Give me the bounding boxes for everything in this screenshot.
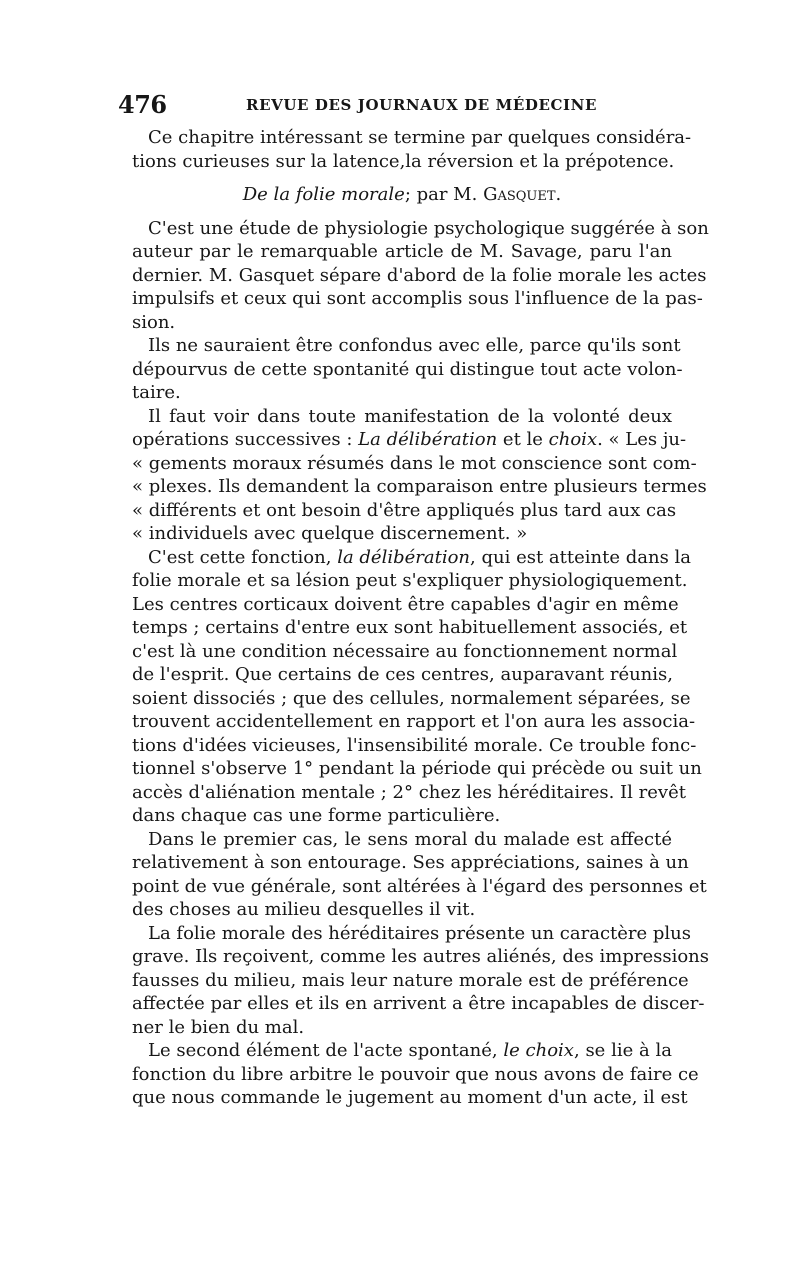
- section-title-rest: ; par M.: [404, 184, 484, 205]
- text-run: et le: [497, 429, 549, 450]
- text-line: taire.: [132, 382, 181, 403]
- italic-run: le choix: [503, 1040, 574, 1061]
- italic-run: la délibération: [337, 546, 471, 568]
- text-line: Les centres corticaux doivent être capables d'agir en même: [132, 593, 679, 615]
- section-author: Gasquet: [483, 184, 556, 205]
- text-line: dépourvus de cette spontanité qui distingue tout acte volon-: [132, 358, 683, 380]
- text-line: point de vue générale, sont altérées à l'égard des personnes et: [132, 875, 707, 897]
- text-line: temps ; certains d'entre eux sont habituellement associés, et: [132, 617, 688, 638]
- text-line: relativement à son entourage. Ses appréciations, saines à un: [132, 852, 689, 873]
- paragraph-2: [132, 334, 683, 405]
- text-line: accès d'aliénation mentale ; 2° chez les héréditaires. Il revêt: [132, 781, 686, 803]
- text-line: tionnel s'observe 1° pendant la période qui précède ou suit un: [132, 758, 702, 779]
- section-title-italic: De la folie morale: [242, 184, 405, 205]
- text-run: opérations successives :: [132, 429, 359, 450]
- italic-run: choix: [548, 429, 598, 450]
- text-line: La folie morale des héréditaires présente un caractère plus: [148, 922, 691, 944]
- text-line: dernier. M. Gasquet sépare d'abord de la folie morale les actes: [132, 264, 707, 286]
- text-line: ner le bien du mal.: [132, 1016, 305, 1038]
- section-title-end: .: [555, 184, 562, 205]
- text-line: c'est là une condition nécessaire au fonctionnement normal: [132, 640, 678, 662]
- text-line: « individuels avec quelque discernement. »: [132, 523, 528, 544]
- text-line: « gements moraux résumés dans le mot conscience sont com-: [132, 452, 697, 474]
- text-run: , qui est atteinte dans la: [470, 546, 692, 568]
- text-line: que nous commande le jugement au moment d'un acte, il est: [132, 1087, 688, 1108]
- page-header: [118, 90, 678, 120]
- text-line: trouvent accidentellement en rapport et l'on aura les associa-: [132, 711, 696, 732]
- intro-paragraph: [132, 126, 692, 173]
- text-line: auteur par le remarquable article de M. Savage, paru l'an: [132, 241, 672, 262]
- running-head: REVUE DES JOURNAUX DE MÉDECINE: [246, 96, 598, 114]
- text-line: Ce chapitre intéressant se termine par quelques considéra-: [148, 127, 692, 148]
- paragraph-4: [132, 546, 702, 828]
- text-line: « différents et ont besoin d'être appliqués plus tard aux cas: [132, 499, 677, 521]
- text-line: Il faut voir dans toute manifestation de la volonté deux: [148, 405, 672, 427]
- paragraph-7: [132, 1039, 699, 1110]
- text-line: des choses au milieu desquelles il vit.: [132, 899, 476, 920]
- text-line: sion.: [132, 311, 176, 333]
- page-number: 476: [118, 90, 167, 119]
- text-line: de l'esprit. Que certains de ces centres, auparavant réunis,: [132, 664, 673, 685]
- text-line: fonction du libre arbitre le pouvoir que nous avons de faire ce: [132, 1063, 699, 1085]
- text-run: , se lie à la: [573, 1040, 672, 1061]
- text-line: tions curieuses sur la latence,la réversion et la prépotence.: [132, 150, 675, 172]
- body-text: [132, 126, 710, 1110]
- text-run: C'est cette fonction,: [148, 546, 338, 568]
- text-line: affectée par elles et ils en arrivent a être incapables de discer-: [132, 993, 705, 1014]
- text-line: Dans le premier cas, le sens moral du malade est affecté: [148, 828, 672, 850]
- paragraph-5: [132, 828, 707, 922]
- section-title: [132, 183, 672, 207]
- paragraph-6: [132, 922, 710, 1040]
- text-line: « plexes. Ils demandent la comparaison entre plusieurs termes: [132, 476, 707, 497]
- text-line: Ils ne sauraient être confondus avec elle, parce qu'ils sont: [148, 335, 681, 356]
- italic-run: La délibération: [358, 429, 498, 450]
- text-run: Le second élément de l'acte spontané,: [148, 1040, 504, 1061]
- paragraph-1: [132, 217, 709, 335]
- text-line: impulsifs et ceux qui sont accomplis sous l'influence de la pas-: [132, 288, 703, 309]
- text-run: . « Les ju-: [597, 429, 687, 450]
- text-line: [132, 1039, 672, 1063]
- text-line: [132, 428, 687, 452]
- text-line: tions d'idées vicieuses, l'insensibilité morale. Ce trouble fonc-: [132, 734, 697, 756]
- text-line: fausses du milieu, mais leur nature morale est de préférence: [132, 969, 689, 991]
- text-line: folie morale et sa lésion peut s'expliquer physiologiquement.: [132, 570, 688, 591]
- text-line: C'est une étude de physiologie psychologique suggérée à son: [148, 217, 709, 239]
- text-line: grave. Ils reçoivent, comme les autres aliénés, des impressions: [132, 946, 710, 967]
- paragraph-3: [132, 405, 707, 546]
- text-line: [132, 546, 692, 570]
- text-line: soient dissociés ; que des cellules, normalement séparées, se: [132, 687, 691, 709]
- text-line: dans chaque cas une forme particulière.: [132, 805, 501, 826]
